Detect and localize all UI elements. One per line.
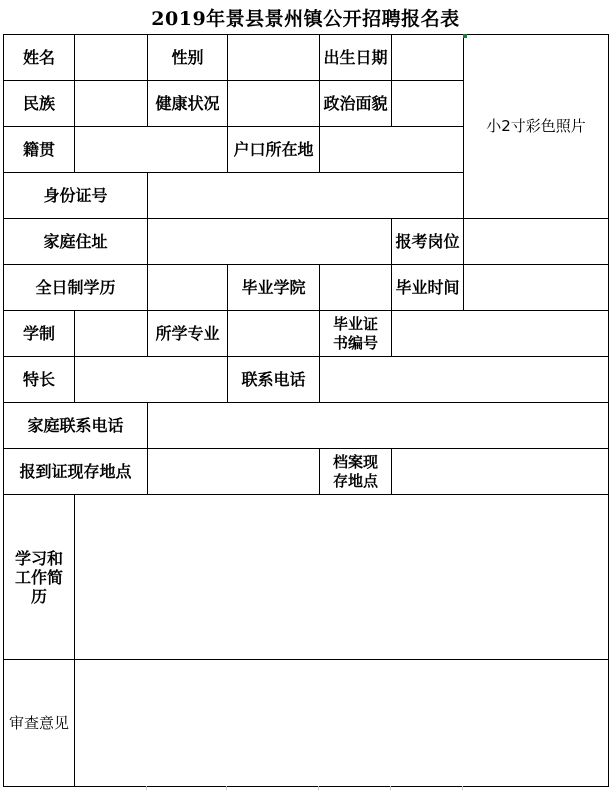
native-place-label: 籍贯 — [3, 126, 75, 173]
id-number-field[interactable] — [147, 172, 464, 219]
sheet-gridline — [226, 786, 227, 790]
gender-label: 性别 — [147, 34, 228, 81]
graduate-school-field[interactable] — [319, 264, 392, 311]
sheet-gridline — [146, 786, 147, 790]
report-cert-location-label: 报到证现存地点 — [3, 448, 148, 495]
archive-location-field[interactable] — [391, 448, 609, 495]
home-address-field[interactable] — [147, 218, 392, 265]
name-label: 姓名 — [3, 34, 75, 81]
family-phone-label: 家庭联系电话 — [3, 402, 148, 449]
applied-position-field[interactable] — [463, 218, 609, 265]
family-phone-field[interactable] — [147, 402, 609, 449]
fulltime-education-field[interactable] — [147, 264, 228, 311]
id-number-label: 身份证号 — [3, 172, 148, 219]
report-cert-location-field[interactable] — [147, 448, 320, 495]
sheet-gridline — [462, 786, 463, 790]
native-place-field[interactable] — [74, 126, 228, 173]
review-opinion-field[interactable] — [74, 659, 609, 787]
sheet-gridline — [390, 786, 391, 790]
health-field[interactable] — [227, 80, 320, 127]
political-status-field[interactable] — [391, 80, 464, 127]
graduate-school-label: 毕业学院 — [227, 264, 320, 311]
form-title: 2019年景县景州镇公开招聘报名表 — [151, 7, 460, 30]
review-opinion-label: 审查意见 — [3, 659, 75, 787]
diploma-number-label: 毕业证书编号 — [319, 310, 392, 357]
graduation-time-field[interactable] — [463, 264, 609, 311]
resume-field[interactable] — [74, 494, 609, 660]
ethnicity-label: 民族 — [3, 80, 75, 127]
fulltime-education-label: 全日制学历 — [3, 264, 148, 311]
contact-phone-label: 联系电话 — [227, 356, 320, 403]
major-field[interactable] — [227, 310, 320, 357]
name-field[interactable] — [74, 34, 148, 81]
health-label: 健康状况 — [147, 80, 228, 127]
birth-date-label: 出生日期 — [319, 34, 392, 81]
specialty-field[interactable] — [74, 356, 228, 403]
gender-field[interactable] — [227, 34, 320, 81]
household-registration-field[interactable] — [319, 126, 464, 173]
contact-phone-field[interactable] — [319, 356, 609, 403]
applied-position-label: 报考岗位 — [391, 218, 464, 265]
political-status-label: 政治面貌 — [319, 80, 392, 127]
household-registration-label: 户口所在地 — [227, 126, 320, 173]
study-length-label: 学制 — [3, 310, 75, 357]
graduation-time-label: 毕业时间 — [391, 264, 464, 311]
home-address-label: 家庭住址 — [3, 218, 148, 265]
photo-label: 小2寸彩色照片 — [486, 117, 586, 135]
resume-label: 学习和工作简历 — [3, 494, 75, 660]
major-label: 所学专业 — [147, 310, 228, 357]
photo-box[interactable] — [463, 34, 609, 219]
birth-date-field[interactable] — [391, 34, 464, 81]
photo-corner-mark — [463, 34, 467, 38]
specialty-label: 特长 — [3, 356, 75, 403]
archive-location-label: 档案现存地点 — [319, 448, 392, 495]
sheet-gridline — [318, 786, 319, 790]
diploma-number-field[interactable] — [391, 310, 609, 357]
ethnicity-field[interactable] — [74, 80, 148, 127]
study-length-field[interactable] — [74, 310, 148, 357]
